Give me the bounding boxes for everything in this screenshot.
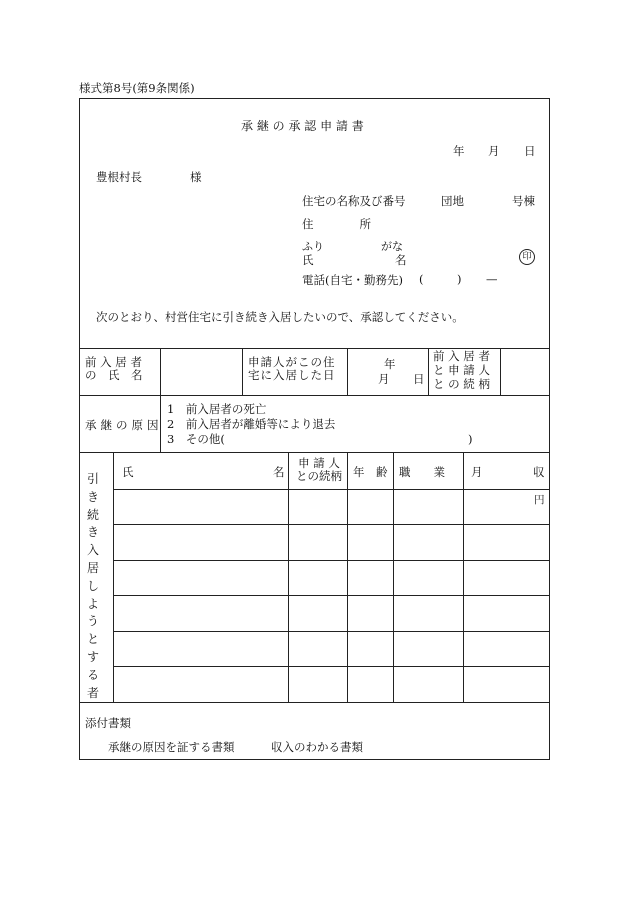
prev-resident-label-line: 前 入 居 者 bbox=[85, 355, 142, 369]
moved-in-label bbox=[248, 356, 336, 382]
col-relation-line: との続柄 bbox=[296, 469, 342, 483]
phone-paren-close: ) bbox=[457, 272, 462, 286]
form-title: 承 継 の 承 認 申 請 書 bbox=[241, 119, 364, 133]
furigana-furi: ふり bbox=[302, 240, 324, 253]
moved-in-label-line: 申請人がこの住 bbox=[248, 355, 336, 369]
phone-label: 電話(自宅・勤務先) bbox=[302, 273, 403, 287]
divider bbox=[79, 395, 550, 396]
col-income-2: 収 bbox=[533, 465, 545, 479]
divider bbox=[113, 595, 550, 596]
col-relation-line: 申 請 人 bbox=[298, 456, 340, 470]
date-day: 日 bbox=[524, 144, 536, 158]
col-relation bbox=[296, 457, 342, 483]
furigana-gana: がな bbox=[381, 240, 403, 253]
phone-paren-open: ( bbox=[419, 272, 424, 286]
divider bbox=[428, 348, 429, 395]
moved-in-label-line: 宅に入居した日 bbox=[248, 368, 336, 382]
prev-resident-label-line: の 氏 名 bbox=[85, 368, 143, 382]
divider bbox=[113, 560, 550, 561]
relation-label bbox=[433, 349, 490, 391]
col-shi: 氏 bbox=[122, 465, 134, 479]
col-job: 職 業 bbox=[399, 465, 445, 479]
divider bbox=[79, 702, 550, 703]
moved-in-month: 月 bbox=[378, 372, 390, 386]
reason-option: 1 前入居者の死亡 bbox=[167, 402, 267, 416]
divider bbox=[500, 348, 501, 395]
relation-label-line: 前 入 居 者 bbox=[433, 349, 490, 363]
seal-icon: 印 bbox=[519, 249, 535, 265]
date-year: 年 bbox=[453, 144, 465, 158]
address-label: 住 所 bbox=[302, 217, 371, 231]
relation-label-line: と 申 請 人 bbox=[433, 363, 490, 377]
col-mei: 名 bbox=[273, 465, 285, 479]
divider bbox=[79, 452, 550, 453]
relation-label-line: と の 続 柄 bbox=[433, 377, 490, 391]
reason-label: 承継の原因 bbox=[85, 418, 163, 432]
date-month: 月 bbox=[488, 144, 500, 158]
addressee-name: 豊根村長 bbox=[96, 170, 142, 184]
danchi-label: 団地 bbox=[441, 194, 464, 208]
statement: 次のとおり、村営住宅に引き続き入居したいので、承認してください。 bbox=[96, 310, 464, 324]
divider bbox=[347, 348, 348, 395]
housing-label: 住宅の名称及び番号 bbox=[302, 194, 406, 208]
col-income-1: 月 bbox=[471, 465, 483, 479]
divider bbox=[113, 666, 550, 667]
prev-resident-label bbox=[85, 356, 143, 382]
reason-other-close: ) bbox=[468, 432, 473, 446]
phone-dash: — bbox=[486, 272, 498, 286]
moved-in-year: 年 bbox=[384, 357, 396, 371]
col-age: 年 齢 bbox=[353, 465, 388, 479]
name-mei: 名 bbox=[395, 253, 407, 267]
divider bbox=[160, 348, 161, 395]
attachment-doc: 承継の原因を証する書類 bbox=[108, 740, 235, 754]
divider bbox=[113, 631, 550, 632]
divider bbox=[113, 489, 550, 490]
reason-option: 3 その他( bbox=[167, 432, 225, 446]
successors-side-label: 引き続き入居しようとする者 bbox=[86, 472, 99, 700]
attachments-label: 添付書類 bbox=[85, 716, 131, 730]
moved-in-day: 日 bbox=[413, 372, 425, 386]
divider bbox=[113, 524, 550, 525]
name-shi: 氏 bbox=[302, 253, 314, 267]
reason-options bbox=[167, 402, 335, 447]
reason-option: 2 前入居者が離婚等により退去 bbox=[167, 417, 336, 431]
attachment-doc: 収入のわかる書類 bbox=[271, 740, 363, 754]
divider bbox=[242, 348, 243, 395]
gotou-label: 号棟 bbox=[512, 194, 535, 208]
form-number: 様式第8号(第9条関係) bbox=[79, 81, 195, 95]
addressee-honorific: 様 bbox=[190, 170, 202, 184]
yen-unit: 円 bbox=[534, 494, 545, 506]
